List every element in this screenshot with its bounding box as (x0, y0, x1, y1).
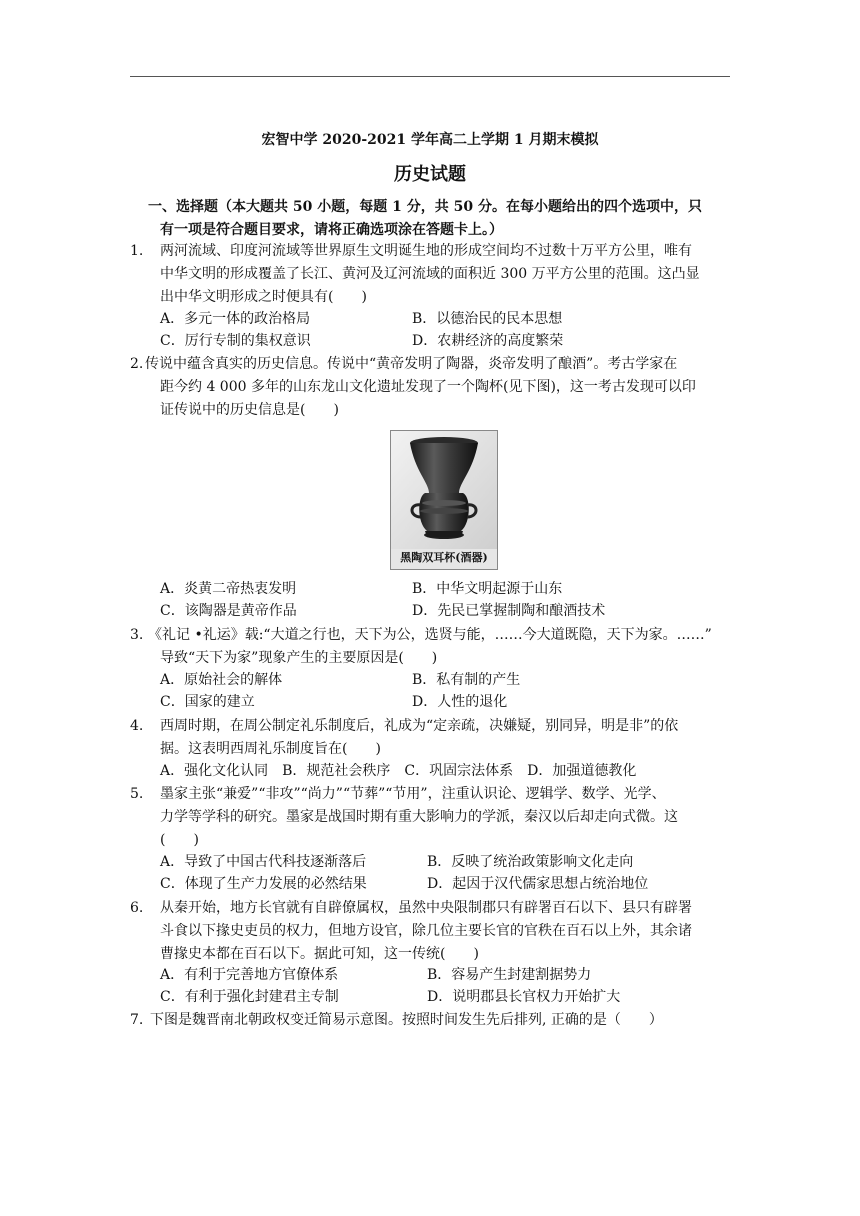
question-text-line: 曹掾史本都在百石以下。据此可知，这一传统( ) (160, 946, 479, 962)
option-a: A．导致了中国古代科技逐渐落后 (160, 854, 367, 870)
option-d: D．先民已掌握制陶和酿酒技术 (412, 603, 606, 619)
question-number: 6. (130, 900, 144, 916)
question-text-line: 两河流域、印度河流域等世界原生文明诞生地的形成空间均不过数十万平方公里，唯有 (160, 243, 692, 259)
question-number: 1. (130, 243, 144, 259)
option-b: B．私有制的产生 (412, 672, 521, 688)
subject-title: 历史试题 (394, 164, 466, 185)
option-c: C．有利于强化封建君主专制 (160, 989, 339, 1005)
question-number: 4. (130, 718, 144, 734)
option-c: C．该陶器是黄帝作品 (160, 603, 297, 619)
question-text-line: 导致“天下为家”现象产生的主要原因是( ) (160, 650, 438, 666)
option-a: A．多元一体的政治格局 (160, 311, 311, 327)
question-text-line: 《礼记 •礼运》载:“大道之行也，天下为公，选贤与能，……今大道既隐，天下为家。……” (148, 627, 712, 643)
section-instructions-line2: 有一项是符合题目要求，请将正确选项涂在答题卡上。） (160, 222, 503, 238)
question-text-line: 出中华文明形成之时便具有( ) (160, 289, 367, 305)
question-text-line: 从秦开始，地方长官就有自辟僚属权，虽然中央限制郡只有辟署百石以下、县只有辟署 (160, 900, 692, 916)
image-caption: 黑陶双耳杯(酒器) (400, 551, 488, 564)
option-b: B．以德治民的民本思想 (412, 311, 563, 327)
question-text-line: 西周时期，在周公制定礼乐制度后，礼成为“定亲疏，决嫌疑，别同异，明是非”的依 (160, 718, 679, 734)
question-text-line: 力学等学科的研究。墨家是战国时期有重大影响力的学派，秦汉以后却走向式微。这 (160, 809, 678, 825)
option-a: A．炎黄二帝热衷发明 (160, 581, 297, 597)
question-text-line: ( ) (160, 832, 199, 848)
question-text-line: 斗食以下掾史吏员的权力，但地方设官，除几位主要长官的官秩在百石以上外，其余诸 (160, 923, 692, 939)
section-instructions (148, 196, 732, 242)
header-rule (130, 76, 730, 77)
question-number: 7. (130, 1012, 144, 1028)
option-b: B．反映了统治政策影响文化走向 (427, 854, 634, 870)
option-a: A．原始社会的解体 (160, 672, 283, 688)
question-text-line: 墨家主张“兼爱”“非攻”“尚力”“节葬”“节用”，注重认识论、逻辑学、数学、光学、 (160, 786, 666, 802)
option-d: D．人性的退化 (412, 694, 508, 710)
question-number: 3. (130, 627, 144, 643)
option-c: C．体现了生产力发展的必然结果 (160, 876, 367, 892)
question-text-line: 证传说中的历史信息是( ) (160, 402, 339, 418)
question-text-line: 据。这表明西周礼乐制度旨在( ) (160, 741, 381, 757)
option-c: C．国家的建立 (160, 694, 255, 710)
question-text-line: 下图是魏晋南北朝政权变迁简易示意图。按照时间发生先后排列, 正确的是（ ） (150, 1012, 663, 1028)
option-c: C．厉行专制的集权意识 (160, 333, 311, 349)
options-line: A．强化文化认同 B．规范社会秩序 C．巩固宗法体系 D．加强道德教化 (160, 763, 637, 779)
question-number: 5. (130, 786, 144, 802)
option-d: D．农耕经济的高度繁荣 (412, 333, 564, 349)
option-b: B．容易产生封建割据势力 (427, 967, 592, 983)
option-d: D．起因于汉代儒家思想占统治地位 (427, 876, 649, 892)
section-instructions-line1: 一、选择题（本大题共 50 小题，每题 1 分，共 50 分。在每小题给出的四个选项中，只 (148, 199, 702, 215)
question-text-line: 传说中蕴含真实的历史信息。传说中“黄帝发明了陶器，炎帝发明了酿酒”。考古学家在 (145, 356, 678, 372)
option-b: B．中华文明起源于山东 (412, 581, 563, 597)
question-text-line: 距今约 4 000 多年的山东龙山文化遗址发现了一个陶杯(见下图)，这一考古发现可以印 (160, 379, 696, 395)
question-number: 2. (130, 356, 144, 372)
option-a: A．有利于完善地方官僚体系 (160, 967, 339, 983)
pottery-cup-icon (391, 431, 497, 549)
exam-title: 宏智中学 2020-2021 学年高二上学期 1 月期末模拟 (261, 132, 599, 148)
question-text-line: 中华文明的形成覆盖了长江、黄河及辽河流域的面积近 300 万平方公里的范围。这凸显 (160, 266, 700, 282)
option-d: D．说明郡县长官权力开始扩大 (427, 989, 621, 1005)
